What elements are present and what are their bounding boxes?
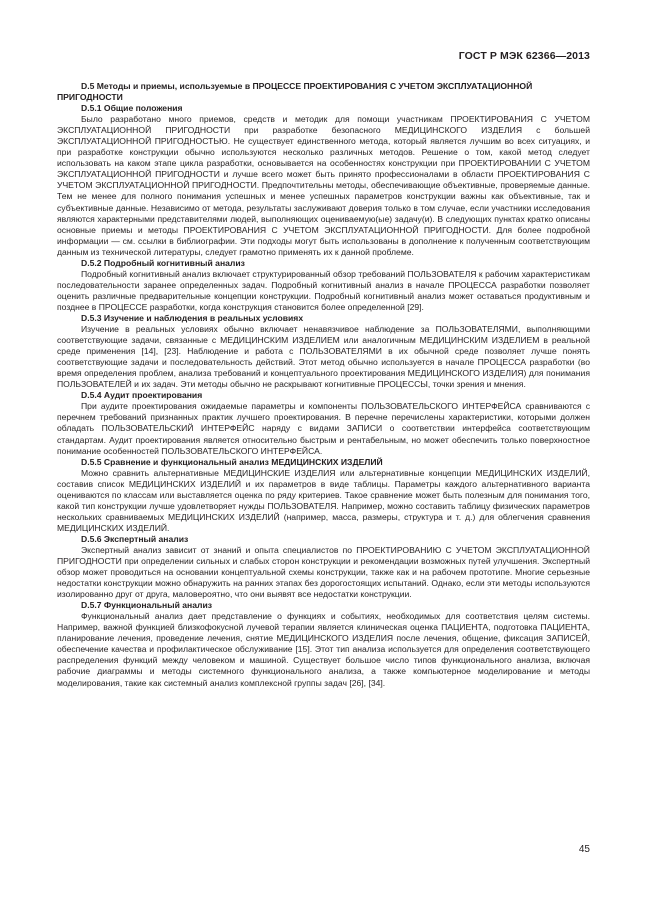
section-title: D.5 Методы и приемы, используемые в ПРОЦЕССЕ ПРОЕКТИРОВАНИЯ С УЧЕТОМ ЭКСПЛУАТАЦИОННОЙ ПРИГОДНОСТИ [57,81,533,103]
paragraph: При аудите проектирования ожидаемые параметры и компоненты ПОЛЬЗОВАТЕЛЬСКОГО ИНТЕРФЕЙСА сравниваются с перечнем требований признанных практик лучшего проектирования. В перечне перечислены характеристики, которыми должен обладать ПОЛЬЗОВАТЕЛЬСКИЙ ИНТЕРФЕЙС наряду с видами ЗАПИСИ о соответствии интерфейса соответствующим стандартам. Аудит проектирования является относительно быстрым и рентабельным, но может обеспечить только поверхностное понимание особенностей ПОЛЬЗОВАТЕЛЬСКОГО ИНТЕРФЕЙСА. [57,401,590,456]
subsection-heading: D.5.6 Экспертный анализ [81,533,189,544]
subsection-heading: D.5.3 Изучение и наблюдения в реальных условиях [81,312,304,323]
paragraph: Изучение в реальных условиях обычно включает ненавязчивое наблюдение за ПОЛЬЗОВАТЕЛЯМИ, выполняющими соответствующие задачи, связанные с МЕДИЦИНСКИМ ИЗДЕЛИЕМ или аналогичным МЕДИЦИНСКИМ ИЗДЕЛИЕМ в реальной среде применения [14], [23]. Наблюдение и работа с ПОЛЬЗОВАТЕЛЯМИ в их обычной среде позволяет лучше понять соответствующие задачи и последовательность действий. Этот метод обычно используется в начале ПРОЦЕССА разработки (во время определения проблем, анализа требований и концептуального проектирования МЕДИЦИНСКОГО ИЗДЕЛИЯ) для понимания ПОЛЬЗОВАТЕЛЕЙ и их задач. Эти методы обычно не раскрывают когнитивные ПРОЦЕССЫ, точки зрения и мнения. [57,324,590,390]
document-header: ГОСТ Р МЭК 62366—2013 [458,50,590,62]
subsection-heading: D.5.5 Сравнение и функциональный анализ МЕДИЦИНСКИХ ИЗДЕЛИЙ [81,456,383,467]
document-body [57,81,590,689]
paragraph: Функциональный анализ дает представление о функциях и событиях, необходимых для соответствия целям системы. Например, важной функцией близкофокусной лучевой терапии является клиническая оценка ПАЦИЕНТА, подготовка ПАЦИЕНТА, планирование лечения, проведение лечения, снятие МЕДИЦИНСКОГО ИЗДЕЛИЯ после лечения, общение, фиксация ЗАПИСЕЙ, обеспечение качества и профилактическое обслуживание [15]. Этот тип анализа используется для определения соответствующего распределения функций между человеком и машиной. Существует большое число типов функционального анализа, включая рабочие диаграммы и методы системного функционального анализа, а также компьютерное моделирование и методы моделирования, такие как системный анализ комплексной группы задач [26], [34]. [57,611,590,688]
paragraph: Было разработано много приемов, средств и методик для помощи участникам ПРОЕКТИРОВАНИЯ С УЧЕТОМ ЭКСПЛУАТАЦИОННОЙ ПРИГОДНОСТИ при разработке безопасного МЕДИЦИНСКОГО ИЗДЕЛИЯ с большей ЭКСПЛУАТАЦИОННОЙ ПРИГОДНОСТЬЮ. Не существует единственного метода, который является лучшим во всех ситуациях, и при разработке конструкции обычно используются несколько различных методов. Решение о том, какой метод следует использовать на каком этапе цикла разработки, основывается на особенностях конструкции при ПРОЕКТИРОВАНИИ С УЧЕТОМ ЭКСПЛУАТАЦИОННОЙ ПРИГОДНОСТИ и лучше всего может быть принято профессионалами в области ПРОЕКТИРОВАНИЯ С УЧЕТОМ ЭКСПЛУАТАЦИОННОЙ ПРИГОДНОСТИ. Предпочтительны методы, обеспечивающие объективные, проверяемые данные. Тем не менее для полного понимания успешных и менее успешных параметров конструкции важны как объективные, так и субъективные данные. Независимо от метода, результаты заслуживают доверия только в том случае, если участники исследования являются характерными представителями людей, выполняющих оцениваемую(ые) задачу(и). В следующих пунктах кратко описаны основные приемы и методы ПРОЕКТИРОВАНИЯ С УЧЕТОМ ЭКСПЛУАТАЦИОННОЙ ПРИГОДНОСТИ. Для более подробной информации — см. ссылки в библиографии. Эти подходы могут быть использованы в дополнение к полученным соответствующим данным из технической литературы, следует грамотно применять их к данной проблеме. [57,114,590,257]
subsection-heading: D.5.2 Подробный когнитивный анализ [81,257,245,268]
paragraph: Можно сравнить альтернативные МЕДИЦИНСКИЕ ИЗДЕЛИЯ или альтернативные концепции МЕДИЦИНСКИХ ИЗДЕЛИЙ, составив список МЕДИЦИНСКИХ ИЗДЕЛИЙ и их параметров в виде таблицы. Параметры каждого альтернативного варианта оцениваются по классам или выставляется оценка по ряду критериев. Такое сравнение может быть полезным для понимания того, какой тип конструкции лучше удовлетворяет нужды ПОЛЬЗОВАТЕЛЯ. Например, можно составить таблицу физических параметров нескольких сравниваемых МЕДИЦИНСКИХ ИЗДЕЛИЙ (например, масса, размеры, структура и т. д.) для облегчения сравнения МЕДИЦИНСКИХ ИЗДЕЛИЙ. [57,467,590,533]
paragraph: Экспертный анализ зависит от знаний и опыта специалистов по ПРОЕКТИРОВАНИЮ С УЧЕТОМ ЭКСПЛУАТАЦИОННОЙ ПРИГОДНОСТИ при определении сильных и слабых сторон конструкции и рекомендации возможных путей улучшения. Экспертный обзор может проводиться на основании концептуальной схемы конструкции, также как и на рабочем прототипе. Многие серьезные недостатки конструкции можно обнаружить на ранних этапах без дорогостоящих испытаний. Однако, если эти методы используются изолированно друг от друга, маловероятно, что они выявят все недостатки конструкции. [57,544,590,600]
subsection-heading: D.5.4 Аудит проектирования [81,390,203,401]
subsection-heading: D.5.1 Общие положения [81,103,183,114]
page-number: 45 [578,844,590,855]
paragraph: Подробный когнитивный анализ включает структурированный обзор требований ПОЛЬЗОВАТЕЛЯ к рабочим характеристикам последовательности заранее определенных задач. Подробный когнитивный анализ в начале ПРОЦЕССА разработки позволяет оценить различные предварительные концепции конструкции. Подробный когнитивный анализ может оставаться продуктивным и позднее в ПРОЦЕССЕ разработки, когда конструкция становится более определенной [29]. [57,268,590,312]
subsection-heading: D.5.7 Функциональный анализ [81,600,213,611]
